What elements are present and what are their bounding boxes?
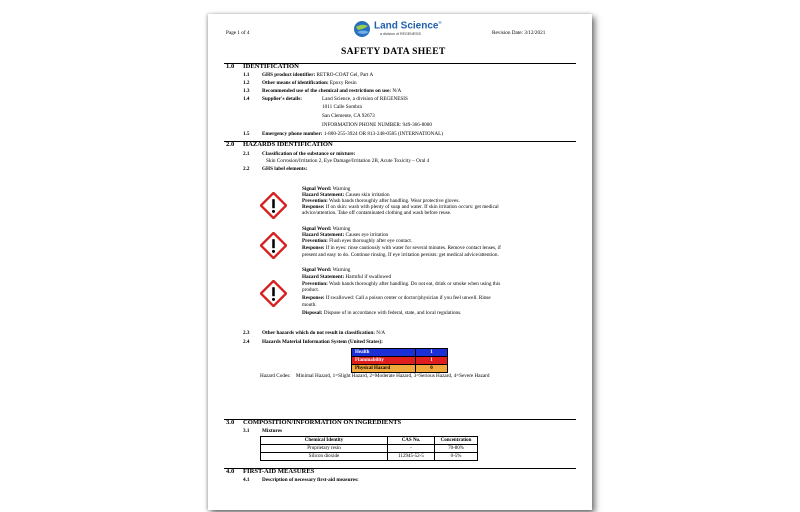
- section-4-number: 4.0: [226, 468, 235, 475]
- hmis-value: 1: [430, 350, 433, 355]
- mixtures-label: Mixtures: [262, 428, 283, 434]
- response-continued: advice/attention. Take off contaminated clothing and wash before reuse.: [302, 210, 452, 216]
- supplier-line: INFORMATION PHONE NUMBER: 949-366-8000: [322, 122, 432, 128]
- hmis-table: [351, 348, 448, 373]
- disposal: Disposal: Dispose of in accordance with federal, state, and local regulations.: [302, 310, 462, 316]
- prevention: Prevention: Flush eyes thoroughly after eye contact.: [302, 238, 413, 244]
- response-continued: present and easy to do. Continue rinsing. If eye irritation persists: get medical advice/attention.: [302, 252, 499, 258]
- table-cell: 112945-52-5: [388, 453, 435, 461]
- signal-word: Signal Word: Warning: [302, 267, 351, 273]
- table-cell: Proprietary resin: [261, 445, 388, 453]
- document-title: SAFETY DATA SHEET: [341, 46, 446, 57]
- table-cell: 0-5%: [435, 453, 478, 461]
- hazard-statement: Hazard Statement: Harmful if swallowed: [302, 274, 392, 280]
- recommended-use: Recommended use of the chemical and restrictions on use: N/A: [262, 88, 402, 94]
- table-cell: -: [388, 445, 435, 453]
- table-cell: Silicon dioxide: [261, 453, 388, 461]
- response: Response: If swallowed: Call a poison center or doctor/physician if you feel unwell. Rinse: [302, 295, 491, 301]
- column-header: Concentration: [435, 437, 478, 445]
- section-2-title: HAZARDS IDENTIFICATION: [243, 141, 333, 148]
- supplier-line: Land Science, a division of REGENESIS: [322, 96, 408, 102]
- hazard-statement: Hazard Statement: Causes skin irritation: [302, 192, 390, 198]
- hmis-label: Health: [352, 349, 416, 356]
- product-identifier: GHS product identifier: RETRO-COAT Gel, Part A: [262, 72, 374, 78]
- hazard-codes: Hazard Codes: Minimal Hazard, 1=Slight Hazard, 2=Moderate Hazard, 3=Serious Hazard, 4=Severe Hazard: [260, 373, 490, 379]
- prevention: Prevention: Wash hands thoroughly after handling. Do not eat, drink or smoke when using this: [302, 281, 501, 287]
- column-header: CAS No.: [388, 437, 435, 445]
- logo-tagline: a division of REGENESIS: [380, 32, 421, 36]
- ghs-label-elements: GHS label elements:: [262, 166, 308, 172]
- hmis-flammability-row: [352, 356, 447, 364]
- hmis-label: Flammability: [352, 357, 416, 364]
- item-number: 2.4: [243, 339, 250, 345]
- item-number: 1.5: [243, 131, 250, 137]
- hmis-health-row: [352, 349, 447, 356]
- item-number: 2.2: [243, 166, 250, 172]
- section-2-number: 2.0: [226, 141, 235, 148]
- globe-icon: [353, 20, 373, 38]
- table-row: [261, 445, 478, 453]
- column-header: Chemical Identity: [261, 437, 388, 445]
- revision-date: Revision Date: 3/12/2021: [492, 30, 546, 36]
- item-number: 1.2: [243, 80, 250, 86]
- prevention-continued: product.: [302, 287, 320, 293]
- hmis-label: Physical Hazard: [352, 365, 416, 372]
- classification-value: Skin Corrosion/Irritation 2, Eye Damage/Irritation 2B, Acute Toxicity – Oral 4: [266, 158, 430, 164]
- sds-page: [208, 14, 592, 510]
- prevention: Prevention: Wash hands thoroughly after handling. Wear protective gloves.: [302, 198, 460, 204]
- hmis-value: 1: [430, 358, 433, 363]
- supplier-line: 1011 Calle Sombra: [322, 104, 362, 110]
- land-science-logo: [353, 20, 373, 43]
- response-continued: mouth.: [302, 302, 317, 308]
- other-identification: Other means of identification: Epoxy Resin: [262, 80, 357, 86]
- supplier-line: San Clemente, CA 92673: [322, 113, 375, 119]
- page-number: Page 1 of 4: [226, 30, 250, 36]
- classification-label: Classification of the substance or mixture:: [262, 151, 356, 157]
- supplier-label: Supplier's details:: [262, 96, 302, 102]
- exclamation-mark-icon: [260, 192, 287, 219]
- hmis-physical-hazard-row: [352, 364, 447, 372]
- table-cell: 70-80%: [435, 445, 478, 453]
- ingredients-table: [260, 436, 478, 461]
- section-4-title: FIRST-AID MEASURES: [243, 468, 315, 475]
- exclamation-mark-icon: [260, 232, 287, 259]
- section-1-number: 1.0: [226, 63, 235, 70]
- exclamation-mark-icon: [260, 280, 287, 307]
- response: Response: If in eyes: rinse cautiously with water for several minutes. Remove contact lenses, if: [302, 245, 501, 251]
- item-number: 2.1: [243, 151, 250, 157]
- other-hazards: Other hazards which do not result in classification: N/A: [262, 330, 386, 336]
- signal-word: Signal Word: Warning: [302, 226, 351, 232]
- item-number: 2.3: [243, 330, 250, 336]
- section-1-title: IDENTIFICATION: [243, 63, 299, 70]
- signal-word: Signal Word: Warning: [302, 186, 351, 192]
- response: Response: If on skin: wash with plenty of soap and water. If skin irritation occurs: get medical: [302, 204, 499, 210]
- section-3-title: COMPOSITION/INFORMATION ON INGREDIENTS: [243, 419, 402, 426]
- emergency-phone: Emergency phone number: 1-800-255-3924 OR 813-248-0585 (INTERNATIONAL): [262, 131, 443, 137]
- table-header-row: [261, 437, 478, 445]
- logo-name: Land Science®: [374, 20, 442, 32]
- item-number: 1.1: [243, 72, 250, 78]
- item-number: 3.1: [243, 428, 250, 434]
- hazard-statement: Hazard Statement: Causes eye irritation: [302, 232, 389, 238]
- first-aid-label: Description of necessary first-aid measures:: [262, 477, 359, 483]
- item-number: 1.4: [243, 96, 250, 102]
- hmis-value: 0: [430, 366, 433, 371]
- table-row: [261, 453, 478, 461]
- item-number: 1.3: [243, 88, 250, 94]
- item-number: 4.1: [243, 477, 250, 483]
- hmis-label: Hazards Material Information System (United States):: [262, 339, 383, 345]
- section-3-number: 3.0: [226, 419, 235, 426]
